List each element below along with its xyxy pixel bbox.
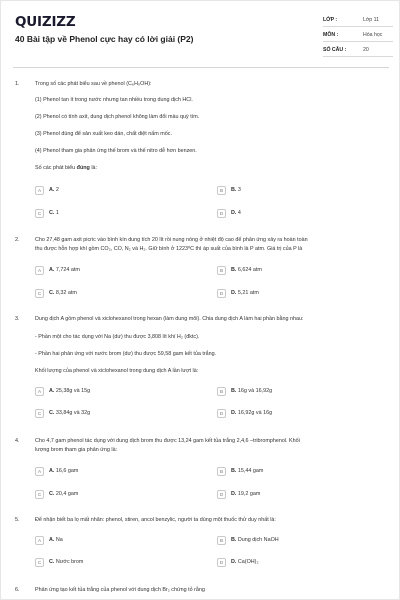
option-b[interactable]	[217, 386, 367, 397]
option-d[interactable]	[217, 288, 367, 299]
option-b[interactable]	[217, 265, 367, 276]
question-text: lượng brom tham gia phản ứng là:	[35, 447, 118, 453]
option-b[interactable]	[217, 466, 367, 477]
option-letter-box: C	[35, 558, 44, 567]
question-number: 6.	[15, 587, 20, 593]
option-letter-box: A	[35, 266, 44, 275]
header-divider	[13, 67, 389, 68]
option-letter-box: A	[35, 536, 44, 545]
option-d[interactable]	[217, 208, 367, 219]
option-text: C. Nước brom	[49, 559, 84, 565]
option-text: B. 6,624 atm	[231, 267, 262, 273]
option-letter-box: B	[217, 387, 226, 396]
option-d[interactable]	[217, 408, 367, 419]
option-text: B. 16g và 16,92g	[231, 388, 273, 394]
option-text: A. 2	[49, 187, 59, 193]
meta-row-question-count	[323, 43, 393, 57]
document-title: 40 Bài tập về Phenol cực hay có lời giải (P2)	[15, 34, 194, 44]
option-text: C. 20,4 gam	[49, 491, 79, 497]
option-d[interactable]	[217, 557, 367, 568]
option-text: C. 1	[49, 210, 59, 216]
option-letter-box: D	[217, 558, 226, 567]
meta-value: 20	[363, 47, 369, 53]
question-number: 5.	[15, 517, 20, 523]
question-text: Để nhận biết ba lọ mất nhãn: phenol, stiren, ancol benzylic, người ta dùng một thuốc thử duy nhất là:	[35, 517, 276, 523]
question-number: 1.	[15, 81, 20, 87]
option-c[interactable]	[35, 489, 185, 500]
document-header	[1, 1, 400, 63]
option-letter-box: B	[217, 186, 226, 195]
option-a[interactable]	[35, 535, 185, 546]
meta-label: MÔN :	[323, 32, 339, 38]
statement-line: - Phần một cho tác dụng với Na (dư) thu được 3,808 lít khí H₂ (đktc).	[35, 334, 200, 340]
statement-line: - Phần hai phản ứng với nước brom (dư) thu được 59,58 gam kết tủa trắng.	[35, 351, 217, 357]
statement-line: (3) Phenol dùng để sản xuất keo dán, chất diệt nấm mốc.	[35, 131, 172, 137]
option-letter-box: B	[217, 266, 226, 275]
option-b[interactable]	[217, 535, 367, 546]
meta-value: Lớp 11	[363, 17, 379, 23]
option-a[interactable]	[35, 265, 185, 276]
option-a[interactable]	[35, 466, 185, 477]
option-c[interactable]	[35, 557, 185, 568]
option-letter-box: A	[35, 467, 44, 476]
statement-line: (1) Phenol tan ít trong nước nhưng tan nhiều trong dung dịch HCl.	[35, 97, 193, 103]
option-a[interactable]	[35, 386, 185, 397]
option-letter-box: C	[35, 409, 44, 418]
meta-label: SỐ CÂU :	[323, 47, 347, 53]
option-text: D. 4	[231, 210, 241, 216]
question-text: thu được hỗn hợp khí gồm CO₂, CO, N₂ và H₂. Giữ bình ở 1223⁰C thì áp suất của bình là P atm. Giá trị của P là	[35, 246, 303, 252]
option-text: A. 7,724 atm	[49, 267, 80, 273]
question-number: 4.	[15, 438, 20, 444]
option-a[interactable]	[35, 185, 185, 196]
question-text: Dung dịch A gồm phenol và xiclohexanol trong hexan (làm dung môi). Chia dung dịch A làm hai phần bằng nhau:	[35, 316, 304, 322]
option-text: D. Ca(OH)₂	[231, 559, 259, 565]
option-c[interactable]	[35, 408, 185, 419]
option-letter-box: A	[35, 186, 44, 195]
option-letter-box: A	[35, 387, 44, 396]
option-text: B. 3	[231, 187, 241, 193]
question-text: Cho 27,48 gam axit picric vào bình kín dung tích 20 lít rồi nung nóng ở nhiệt độ cao để phản ứng xảy ra hoàn toàn	[35, 237, 308, 243]
option-text: A. Na	[49, 537, 63, 543]
option-text: A. 25,38g và 15g	[49, 388, 91, 394]
option-text: B. Dung dịch NaOH	[231, 537, 279, 543]
option-letter-box: D	[217, 289, 226, 298]
option-b[interactable]	[217, 185, 367, 196]
option-text: C. 8,32 atm	[49, 290, 77, 296]
question-number: 2.	[15, 237, 20, 243]
option-letter-box: C	[35, 289, 44, 298]
question-text: Cho 4,7 gam phenol tác dụng với dung dịch brom thu được 13,24 gam kết tủa trắng 2,4,6 –tribromphenol. Khối	[35, 438, 300, 444]
quizizz-logo: QUIZIZZ	[15, 14, 76, 30]
option-text: B. 15,44 gam	[231, 468, 264, 474]
question-text: Trong số các phát biểu sau về phenol (C₆H₅OH):	[35, 81, 152, 87]
question-number: 3.	[15, 316, 20, 322]
question-prompt: Số các phát biểu đúng là:	[35, 165, 98, 171]
option-c[interactable]	[35, 208, 185, 219]
meta-row-grade	[323, 13, 393, 27]
option-letter-box: D	[217, 209, 226, 218]
statement-line: (2) Phenol có tính axit, dung dịch phenol không làm đổi màu quỳ tím.	[35, 114, 200, 120]
statement-line: (4) Phenol tham gia phản ứng thế brom và thế nitro dễ hơn benzen.	[35, 148, 197, 154]
meta-label: LỚP :	[323, 17, 338, 23]
option-text: D. 19,2 gam	[231, 491, 261, 497]
option-c[interactable]	[35, 288, 185, 299]
option-text: C. 33,84g và 32g	[49, 410, 91, 416]
option-letter-box: D	[217, 409, 226, 418]
option-text: D. 16,92g và 16g	[231, 410, 273, 416]
question-text: Phản ứng tạo kết tủa trắng của phenol với dung dịch Br₂ chứng tỏ rằng	[35, 587, 205, 593]
question-prompt: Khối lượng của phenol và xiclohexanol trong dung dịch A lần lượt là:	[35, 368, 199, 374]
option-letter-box: B	[217, 536, 226, 545]
option-letter-box: C	[35, 209, 44, 218]
option-d[interactable]	[217, 489, 367, 500]
option-letter-box: C	[35, 490, 44, 499]
option-text: D. 5,21 atm	[231, 290, 259, 296]
meta-row-subject	[323, 28, 393, 42]
option-letter-box: D	[217, 490, 226, 499]
meta-value: Hóa học	[363, 32, 383, 38]
option-letter-box: B	[217, 467, 226, 476]
option-text: A. 16,6 gam	[49, 468, 79, 474]
